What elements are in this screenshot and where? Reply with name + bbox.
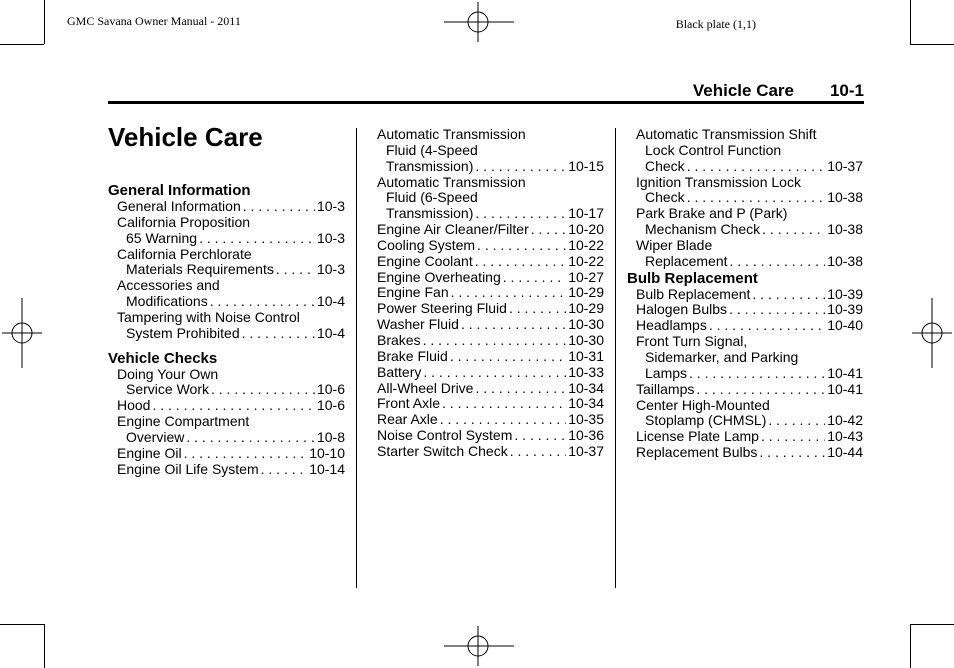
toc-entry[interactable] — [377, 127, 604, 175]
toc-entry-text: Park Brake and P (Park) — [636, 205, 788, 222]
toc-page-number: 10-42 — [827, 412, 863, 429]
crop-mark — [910, 44, 954, 45]
toc-page-number: 10-22 — [568, 252, 604, 269]
toc-leader-dots — [687, 159, 826, 175]
toc-leader-dots — [762, 222, 825, 238]
toc-leader-dots — [689, 366, 825, 382]
toc-leader-dots — [752, 287, 825, 303]
toc-leader-dots — [261, 462, 308, 478]
toc-page-number: 10-40 — [827, 317, 863, 334]
toc-entry-text: Engine Coolant — [377, 252, 473, 269]
toc-entry[interactable] — [377, 365, 604, 381]
toc-entry-text: Taillamps — [636, 380, 695, 397]
toc-entry-text: Doing Your Own — [117, 365, 219, 382]
toc-leader-dots — [184, 446, 308, 462]
toc-entry[interactable] — [108, 367, 345, 399]
toc-entry-text: Automatic Transmission — [377, 126, 526, 142]
toc-entry[interactable] — [108, 446, 345, 462]
toc-entry[interactable] — [377, 175, 604, 223]
registration-mark-icon — [444, 626, 514, 666]
toc-leader-dots — [503, 270, 566, 286]
toc-entry-text: Materials Requirements — [126, 261, 274, 278]
toc-entry-text: 65 Warning — [126, 229, 198, 246]
toc-entry-text: Brake Fluid — [377, 347, 448, 364]
toc-page-number: 10-4 — [316, 293, 345, 310]
toc-entry-text: Engine Compartment — [117, 413, 250, 430]
toc-entry-text: Transmission) — [386, 205, 474, 222]
toc-entry[interactable] — [627, 127, 863, 175]
toc-entry-text: Modifications — [126, 293, 208, 310]
toc-leader-dots — [442, 396, 566, 412]
toc-page-number: 10-6 — [316, 381, 345, 398]
crop-mark — [0, 624, 44, 625]
toc-entry-text: Fluid (6-Speed — [386, 189, 478, 206]
toc-leader-dots — [759, 445, 825, 461]
toc-leader-dots — [475, 159, 566, 175]
toc-leader-dots — [276, 262, 315, 278]
toc-entry[interactable] — [108, 462, 345, 478]
toc-entry[interactable] — [627, 318, 863, 334]
toc-entry-text: Accessories and — [117, 277, 220, 294]
toc-entry[interactable] — [108, 215, 345, 247]
toc-entry-text: California Perchlorate — [117, 245, 252, 262]
toc-list — [627, 127, 863, 270]
toc-heading-general-information: General Information — [108, 182, 251, 199]
toc-entry-text: Cooling System — [377, 236, 476, 253]
toc-page-number: 10-29 — [568, 284, 604, 301]
toc-list — [108, 199, 345, 342]
toc-leader-dots — [451, 285, 567, 301]
toc-entry[interactable] — [377, 254, 604, 270]
toc-entry[interactable] — [377, 238, 604, 254]
toc-entry-text: Bulb Replacement — [636, 285, 751, 302]
toc-entry-text: Check — [645, 157, 685, 174]
print-header-right: Black plate (1,1) — [675, 17, 756, 31]
toc-leader-dots — [461, 317, 566, 333]
toc-entry-text: Replacement Bulbs — [636, 444, 758, 461]
toc-entry-text: Automatic Transmission — [377, 173, 526, 190]
toc-entry[interactable] — [377, 317, 604, 333]
toc-page-number: 10-3 — [316, 261, 345, 278]
toc-page-number: 10-31 — [568, 347, 604, 364]
registration-mark-icon — [444, 2, 514, 42]
toc-page-number: 10-14 — [309, 460, 345, 477]
toc-entry-text: Battery — [377, 363, 422, 380]
header-rule — [108, 101, 864, 104]
toc-entry-text: Engine Oil Life System — [117, 460, 259, 477]
toc-page-number: 10-38 — [827, 221, 863, 238]
toc-entry-text: Front Axle — [377, 395, 441, 412]
toc-entry-text: System Prohibited — [126, 324, 240, 341]
toc-entry-text: Mechanism Check — [645, 221, 761, 238]
toc-entry[interactable] — [627, 175, 863, 207]
toc-entry[interactable] — [377, 285, 604, 301]
toc-page-number: 10-30 — [568, 316, 604, 333]
crop-mark — [910, 0, 911, 44]
toc-page-number: 10-15 — [568, 157, 604, 174]
toc-entry-text: License Plate Lamp — [636, 428, 759, 445]
toc-entry[interactable] — [108, 278, 345, 310]
toc-leader-dots — [475, 381, 566, 397]
toc-page-number: 10-34 — [568, 395, 604, 412]
toc-entry-text: Lock Control Function — [645, 141, 782, 158]
toc-entry-text: Halogen Bulbs — [636, 301, 728, 318]
toc-entry-text: All-Wheel Drive — [377, 379, 474, 396]
column-divider — [615, 128, 616, 588]
toc-leader-dots — [477, 238, 566, 254]
toc-entry-text: Replacement — [645, 252, 728, 269]
toc-page-number: 10-8 — [316, 428, 345, 445]
page-title: Vehicle Care — [108, 122, 263, 152]
crop-mark — [44, 0, 45, 44]
toc-page-number: 10-36 — [568, 427, 604, 444]
toc-leader-dots — [730, 254, 826, 270]
section-header — [108, 81, 864, 101]
toc-entry-text: Sidemarker, and Parking — [645, 348, 799, 365]
toc-page-number: 10-44 — [827, 444, 863, 461]
toc-entry-text: Ignition Transmission Lock — [636, 173, 801, 190]
toc-entry[interactable] — [377, 396, 604, 412]
toc-page-number: 10-43 — [827, 428, 863, 445]
toc-entry[interactable] — [627, 287, 863, 303]
toc-page-number: 10-38 — [827, 189, 863, 206]
toc-entry[interactable] — [627, 429, 863, 445]
toc-column-2 — [377, 127, 604, 460]
toc-entry-text: Hood — [117, 397, 151, 414]
toc-leader-dots — [509, 301, 566, 317]
toc-page-number: 10-29 — [568, 300, 604, 317]
toc-entry-text: General Information — [117, 198, 241, 214]
toc-entry-text: Engine Air Cleaner/Filter — [377, 221, 529, 238]
toc-entry-text: Front Turn Signal, — [636, 333, 748, 350]
toc-heading-vehicle-checks: Vehicle Checks — [108, 349, 218, 367]
toc-page-number: 10-3 — [316, 198, 345, 214]
toc-list — [108, 367, 345, 478]
toc-entry-text: Tampering with Noise Control — [117, 308, 300, 325]
toc-leader-dots — [423, 333, 567, 349]
toc-entry[interactable] — [377, 333, 604, 349]
toc-leader-dots — [510, 444, 566, 460]
toc-leader-dots — [531, 222, 566, 238]
toc-entry-text: Center High-Mounted — [636, 396, 770, 413]
toc-entry-text: Overview — [126, 428, 185, 445]
toc-entry-text: Rear Axle — [377, 411, 438, 428]
toc-page-number: 10-20 — [568, 221, 604, 238]
toc-leader-dots — [761, 429, 825, 445]
toc-entry[interactable] — [377, 444, 604, 460]
toc-heading-bulb-replacement: Bulb Replacement — [627, 269, 758, 287]
toc-entry[interactable] — [627, 382, 863, 398]
toc-entry[interactable] — [377, 270, 604, 286]
toc-entry-text: Automatic Transmission Shift — [636, 126, 817, 142]
toc-leader-dots — [729, 302, 825, 318]
toc-entry[interactable] — [377, 222, 604, 238]
column-divider — [356, 128, 357, 588]
toc-page-number: 10-27 — [568, 268, 604, 285]
toc-entry-text: Stoplamp (CHMSL) — [645, 412, 767, 429]
toc-entry-text: Check — [645, 189, 685, 206]
toc-entry-text: Starter Switch Check — [377, 442, 508, 459]
registration-mark-icon — [2, 298, 42, 368]
toc-entry[interactable] — [627, 445, 863, 461]
toc-entry-text: Noise Control System — [377, 427, 513, 444]
toc-leader-dots — [768, 413, 825, 429]
toc-leader-dots — [210, 294, 315, 310]
toc-page-number: 10-33 — [568, 363, 604, 380]
toc-entry[interactable] — [108, 199, 345, 215]
toc-entry-text: Brakes — [377, 331, 421, 348]
toc-page-number: 10-4 — [316, 324, 345, 341]
toc-page-number: 10-39 — [827, 301, 863, 318]
toc-leader-dots — [709, 318, 825, 334]
toc-entry[interactable] — [377, 381, 604, 397]
print-header-left: GMC Savana Owner Manual - 2011 — [67, 14, 241, 28]
toc-leader-dots — [514, 428, 566, 444]
toc-page-number: 10-37 — [568, 442, 604, 459]
toc-leader-dots — [423, 365, 566, 381]
section-page-number: 10-1 — [829, 81, 864, 100]
crop-mark — [0, 44, 44, 45]
toc-entry-text: Wiper Blade — [636, 236, 713, 253]
toc-entry[interactable] — [627, 334, 863, 382]
toc-entry[interactable] — [108, 310, 345, 342]
toc-page-number: 10-22 — [568, 236, 604, 253]
toc-leader-dots — [475, 206, 566, 222]
toc-entry-text: Engine Overheating — [377, 268, 501, 285]
toc-page-number: 10-37 — [827, 157, 863, 174]
toc-page-number: 10-17 — [568, 205, 604, 222]
toc-entry-text: Headlamps — [636, 317, 707, 334]
toc-page-number: 10-41 — [827, 380, 863, 397]
toc-page-number: 10-34 — [568, 379, 604, 396]
crop-mark — [910, 624, 911, 668]
toc-entry-text: Engine Oil — [117, 444, 182, 461]
toc-leader-dots — [211, 382, 315, 398]
toc-page-number: 10-41 — [827, 364, 863, 381]
toc-page-number: 10-6 — [316, 397, 345, 414]
toc-leader-dots — [687, 190, 826, 206]
toc-column-3 — [627, 127, 863, 461]
section-title: Vehicle Care — [692, 81, 794, 100]
toc-page-number: 10-35 — [568, 411, 604, 428]
toc-entry[interactable] — [627, 238, 863, 270]
toc-leader-dots — [450, 349, 566, 365]
toc-entry[interactable] — [627, 302, 863, 318]
toc-entry[interactable] — [377, 412, 604, 428]
toc-entry-text: Fluid (4-Speed — [386, 141, 478, 158]
toc-entry-text: Engine Fan — [377, 284, 449, 301]
toc-column-1 — [108, 182, 345, 478]
toc-page-number: 10-39 — [827, 285, 863, 302]
toc-list — [627, 287, 863, 461]
toc-leader-dots — [242, 326, 315, 342]
toc-entry[interactable] — [377, 349, 604, 365]
toc-entry-text: Washer Fluid — [377, 316, 459, 333]
toc-list — [377, 127, 604, 460]
toc-entry-text: Power Steering Fluid — [377, 300, 507, 317]
toc-page-number: 10-10 — [309, 444, 345, 461]
toc-entry[interactable] — [627, 206, 863, 238]
toc-entry[interactable] — [108, 247, 345, 279]
toc-leader-dots — [696, 382, 825, 398]
toc-entry-text: Service Work — [126, 381, 209, 398]
toc-leader-dots — [186, 430, 315, 446]
toc-entry[interactable] — [377, 428, 604, 444]
toc-page-number: 10-38 — [827, 252, 863, 269]
toc-entry-text: California Proposition — [117, 213, 251, 230]
toc-entry[interactable] — [108, 414, 345, 446]
toc-entry-text: Transmission) — [386, 157, 474, 174]
toc-leader-dots — [152, 398, 315, 414]
toc-entry[interactable] — [108, 398, 345, 414]
toc-leader-dots — [199, 231, 315, 247]
toc-entry[interactable] — [377, 301, 604, 317]
toc-leader-dots — [440, 412, 566, 428]
crop-mark — [910, 624, 954, 625]
registration-mark-icon — [912, 298, 952, 368]
toc-leader-dots — [475, 254, 566, 270]
toc-page-number: 10-3 — [316, 229, 345, 246]
toc-page-number: 10-30 — [568, 331, 604, 348]
toc-entry[interactable] — [627, 398, 863, 430]
toc-leader-dots — [243, 199, 315, 215]
crop-mark — [44, 624, 45, 668]
toc-entry-text: Lamps — [645, 364, 688, 381]
